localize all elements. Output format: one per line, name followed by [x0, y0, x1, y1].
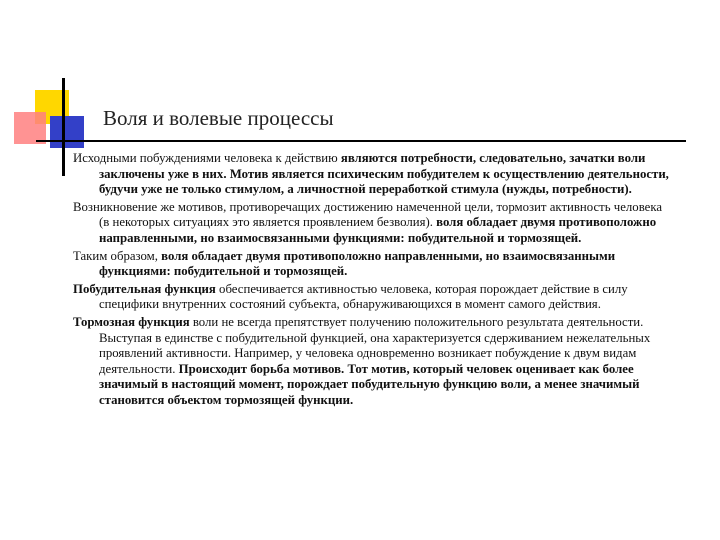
- paragraph-summary: [73, 249, 675, 280]
- text-run-bold: воля обладает двумя противоположно направленными, но взаимосвязанными функциями: побудительной и тормозящей.: [99, 215, 657, 245]
- text-run: Таким образом,: [73, 248, 162, 263]
- decor-blue-square: [50, 116, 84, 148]
- text-run: Исходными побуждениями человека к действию: [73, 151, 341, 165]
- paragraph-incentive-function: [73, 282, 675, 313]
- slide-body: [73, 151, 675, 411]
- paragraph-motives: [73, 200, 675, 247]
- slide-title: Воля и волевые процессы: [103, 106, 334, 130]
- paragraph-needs: [73, 151, 675, 198]
- text-run: обеспечивается активностью человека, которая порождает действие в силу специфики внутренних состояний субъекта, обнаруживающихся в момент самого действия.: [99, 281, 628, 312]
- paragraph-inhibitory-function: [73, 315, 675, 409]
- text-run: воли не всегда препятствует получению положительного результата деятельности. Выступая в единстве с побудительной функцией, она характеризуется сдерживанием нежелательных проявлений активности. Например, у человека одновременно возникает побуждение к двум видам деятельности.: [99, 314, 651, 376]
- text-run-bold: Побудительная функция: [73, 281, 216, 296]
- decor-vertical-line: [62, 78, 65, 176]
- text-run-bold: являются потребности, следовательно, зачатки воли заключены уже в них. Мотив является психическим побудителем к осуществлению деятельности, будучи уже не только стимулом, а личностной переработкой стимула (нужды, потребности).: [99, 151, 669, 197]
- text-run: Возникновение же мотивов, противоречащих достижению намеченной цели, тормозит активность человека (в некоторых ситуациях это является проявлением безволия).: [73, 199, 663, 230]
- decor-horizontal-line: [36, 140, 686, 142]
- text-run-bold: воля обладает двумя противоположно направленными, но взаимосвязанными функциями: побудительной и тормозящей.: [99, 248, 616, 279]
- text-run-bold: Происходит борьба мотивов. Тот мотив, который человек оценивает как более значимый в настоящий момент, порождает побудительную функцию воли, а менее значимый становится объектом тормозящей функции.: [99, 361, 640, 407]
- text-run-bold: Тормозная функция: [73, 314, 190, 329]
